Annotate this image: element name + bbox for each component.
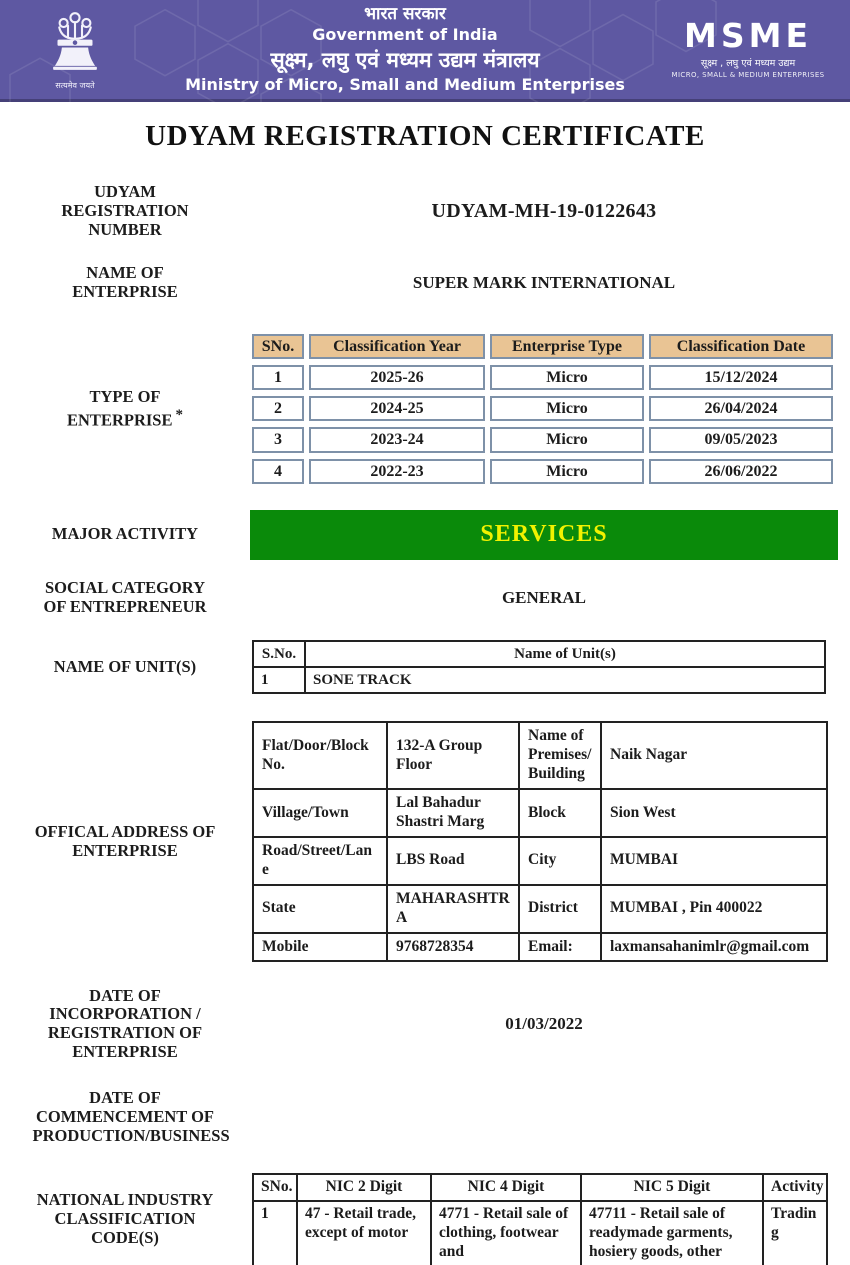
- table-row: Flat/Door/Block No. 132-A Group Floor Name of Premises/ Building Naik Nagar: [253, 722, 827, 789]
- table-row: Road/Street/Lane LBS Road City MUMBAI: [253, 837, 827, 885]
- table-row: 1 47 - Retail trade, except of motor 4771 - Retail sale of clothing, footwear and 47711 - Retail sale of readymade garments, hosiery goods, other Trading: [253, 1201, 827, 1265]
- table-row: Village/Town Lal Bahadur Shastri Marg Block Sion West: [253, 789, 827, 837]
- table-row: 2 2024-25 Micro 26/04/2024: [252, 396, 833, 421]
- header-ministry-name: Ministry of Micro, Small and Medium Enterprises: [185, 74, 625, 94]
- emblem-motto: सत्यमेव जयते: [55, 80, 95, 90]
- msme-wordmark: MSME: [684, 16, 812, 56]
- msme-english-tagline: MICRO, SMALL & MEDIUM ENTERPRISES: [671, 70, 825, 79]
- table-row: 3 2023-24 Micro 09/05/2023: [252, 427, 833, 452]
- header-titles: [150, 5, 660, 94]
- nic-codes-label: NATIONAL INDUSTRY CLASSIFICATION CODE(S): [36, 1189, 214, 1247]
- incorporation-date-value: 01/03/2022: [505, 1014, 583, 1034]
- col-nic-2-digit: NIC 2 Digit: [297, 1174, 431, 1201]
- table-row: 1 SONE TRACK: [253, 667, 825, 693]
- col-unit-name: Name of Unit(s): [305, 641, 825, 667]
- enterprise-name-label: NAME OF ENTERPRISE: [72, 262, 178, 301]
- col-sno: SNo.: [253, 1174, 297, 1201]
- col-classification-date: Classification Date: [649, 334, 833, 359]
- official-address-section: [0, 721, 850, 962]
- commencement-date-row: [0, 1089, 850, 1146]
- major-activity-label: MAJOR ACTIVITY: [51, 524, 199, 544]
- nic-table: [252, 1173, 828, 1265]
- social-category-value: GENERAL: [501, 587, 587, 607]
- asterisk-mark: *: [175, 406, 183, 423]
- registration-number-label: UDYAM REGISTRATION NUMBER: [61, 182, 189, 239]
- col-nic-5-digit: NIC 5 Digit: [581, 1174, 763, 1201]
- col-enterprise-type: Enterprise Type: [490, 334, 644, 359]
- units-label: NAME OF UNIT(S): [53, 656, 197, 676]
- classification-header-row: [252, 334, 833, 359]
- msme-logo: [660, 16, 850, 79]
- type-of-enterprise-section: [0, 328, 850, 490]
- incorporation-date-row: [0, 986, 850, 1062]
- registration-number-value: UDYAM-MH-19-0122643: [431, 199, 657, 222]
- units-section: [0, 640, 850, 695]
- enterprise-name-value: SUPER MARK INTERNATIONAL: [412, 272, 676, 292]
- header-government-of-india: Government of India: [312, 25, 498, 45]
- col-sno: S.No.: [253, 641, 305, 667]
- certificate-title: UDYAM REGISTRATION CERTIFICATE: [145, 120, 705, 152]
- major-activity-value-banner: SERVICES: [250, 510, 838, 560]
- header-hindi-ministry: सूक्ष्म, लघु एवं मध्यम उद्यम मंत्रालय: [270, 47, 540, 72]
- major-activity-section: [0, 510, 850, 560]
- social-category-section: [0, 576, 850, 620]
- table-row: 4 2022-23 Micro 26/06/2022: [252, 459, 833, 484]
- national-emblem: [0, 9, 150, 91]
- social-category-label: SOCIAL CATEGORY OF ENTREPRENEUR: [43, 577, 207, 616]
- address-table: [252, 721, 828, 962]
- table-row: 1 2025-26 Micro 15/12/2024: [252, 365, 833, 390]
- units-header-row: [253, 641, 825, 667]
- col-nic-4-digit: NIC 4 Digit: [431, 1174, 581, 1201]
- units-table: [252, 640, 826, 695]
- col-activity: Activity: [763, 1174, 827, 1201]
- table-row: Mobile 9768728354 Email: laxmansahanimlr@gmail.com: [253, 933, 827, 962]
- header-hindi-government: भारत सरकार: [364, 3, 446, 24]
- classification-table: [247, 328, 838, 490]
- incorporation-date-label: DATE OF INCORPORATION / REGISTRATION OF ENTERPRISE: [47, 985, 203, 1062]
- nic-header-row: [253, 1174, 827, 1201]
- msme-hindi-tagline: सूक्ष्म , लघु एवं मध्यम उद्यम: [700, 57, 796, 69]
- registration-number-row: [0, 183, 850, 240]
- government-header-banner: [0, 0, 850, 102]
- commencement-date-label: DATE OF COMMENCEMENT OF PRODUCTION/BUSINESS: [32, 1088, 230, 1146]
- col-classification-year: Classification Year: [309, 334, 485, 359]
- ashoka-emblem-icon: [47, 9, 103, 79]
- type-of-enterprise-label: TYPE OF ENTERPRISE *: [67, 386, 183, 430]
- official-address-label: OFFICAL ADDRESS OF ENTERPRISE: [34, 821, 216, 860]
- col-sno: SNo.: [252, 334, 304, 359]
- enterprise-name-row: [0, 264, 850, 302]
- table-row: State MAHARASHTRA District MUMBAI , Pin 400022: [253, 885, 827, 933]
- nic-codes-section: [0, 1173, 850, 1265]
